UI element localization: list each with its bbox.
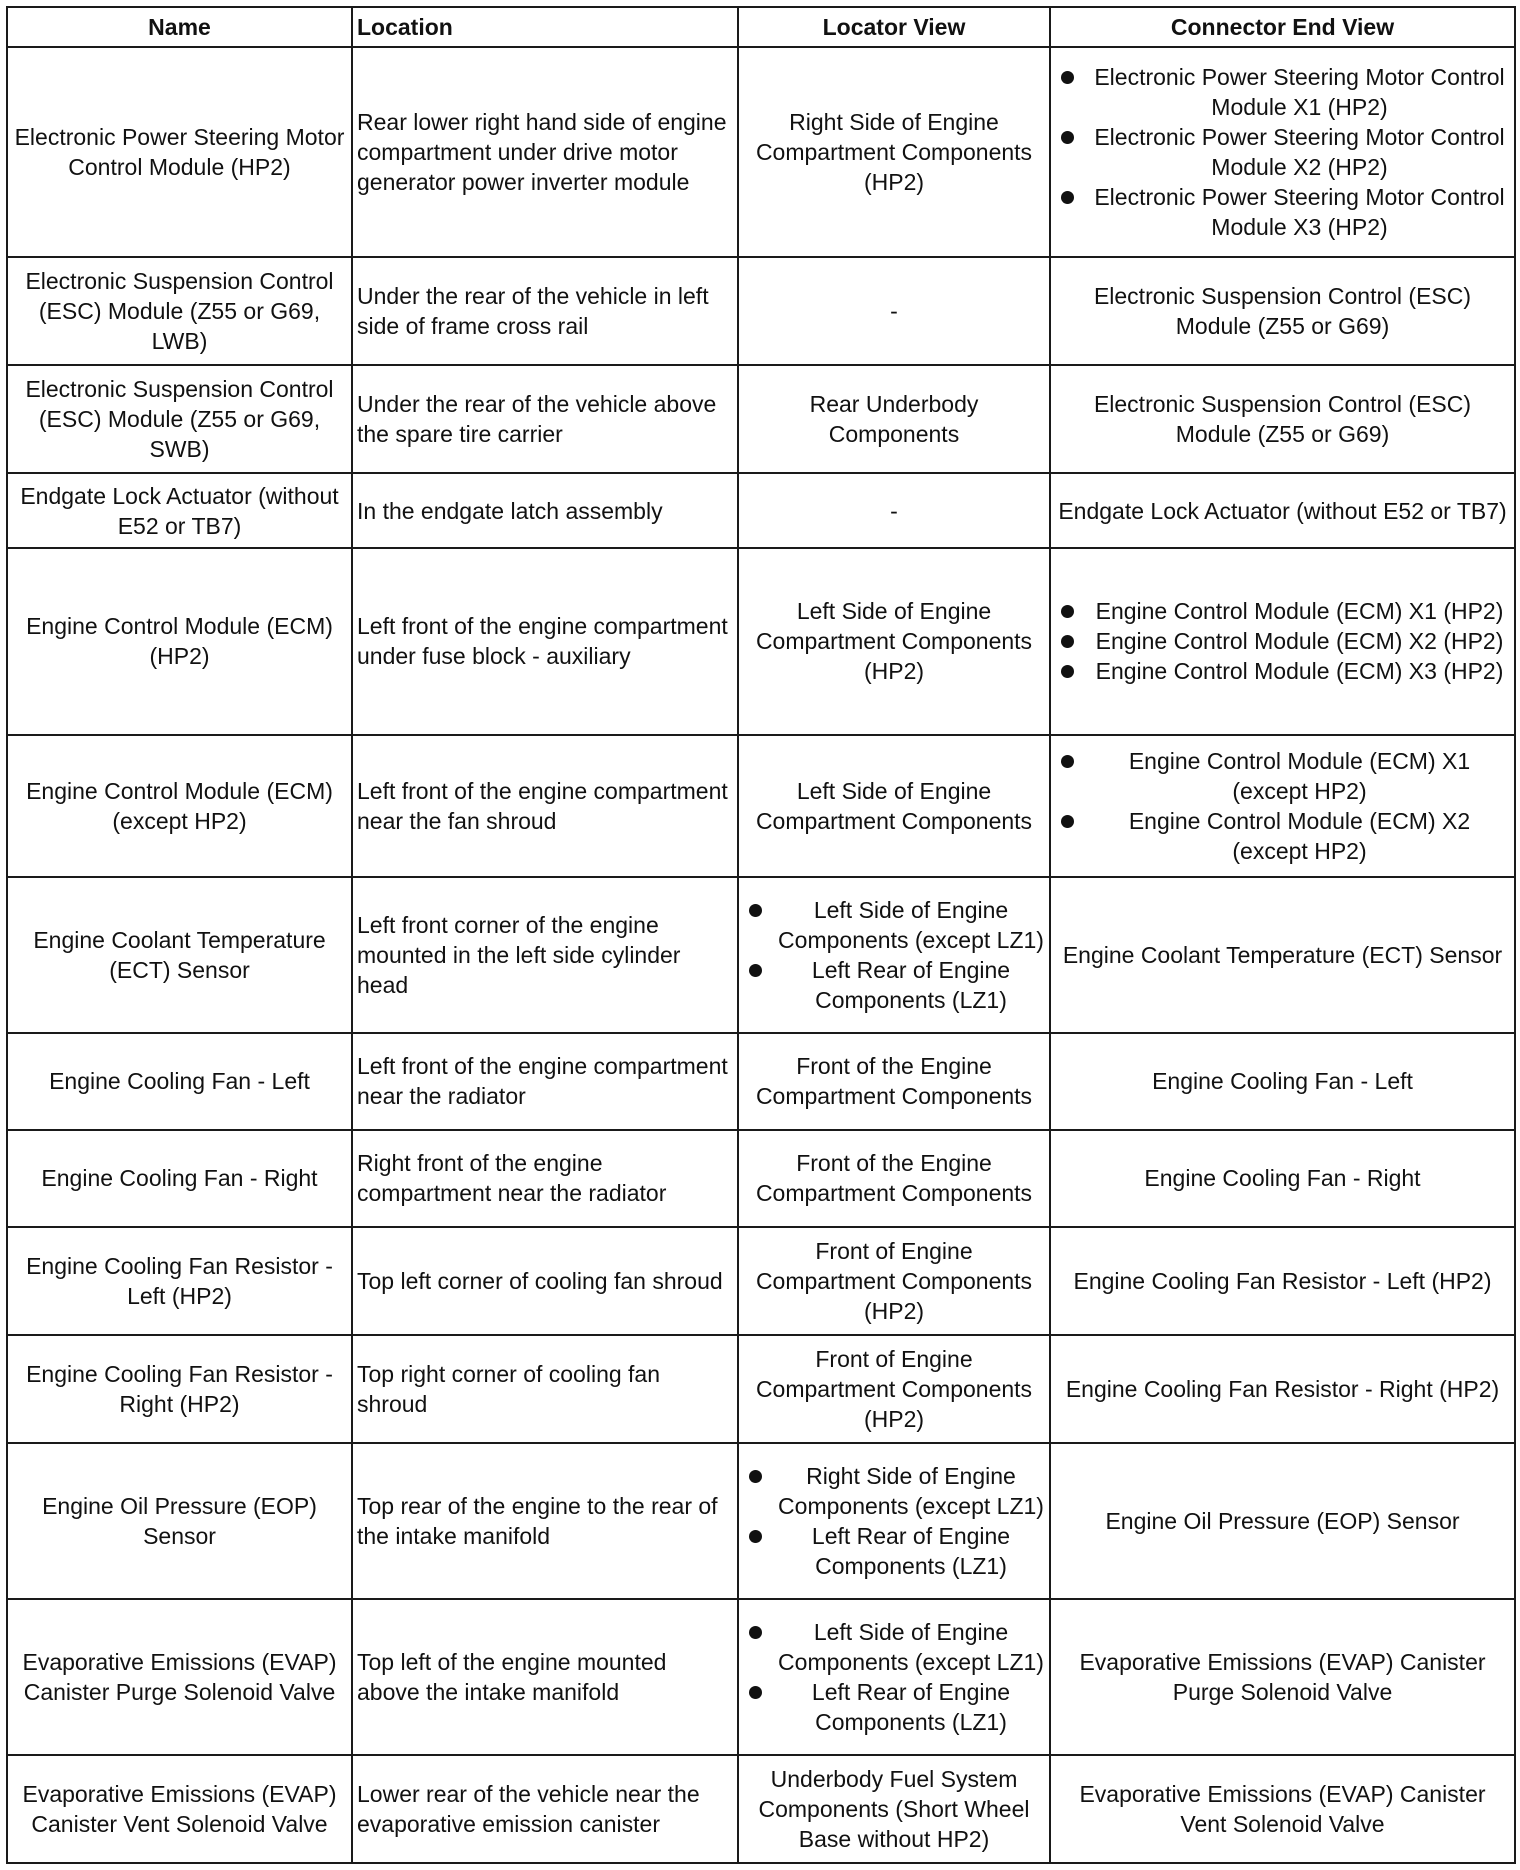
cell-location: Lower rear of the vehicle near the evaporative emission canister: [352, 1755, 738, 1863]
table-row: [7, 1130, 1515, 1227]
table-row: [7, 365, 1515, 473]
cell-connector-end-view: [1050, 548, 1515, 735]
cell-locator-view: -: [738, 473, 1050, 547]
cell-location: Left front of the engine compartment near the fan shroud: [352, 735, 738, 877]
connector-bullet-item: [1055, 746, 1510, 806]
bullet-icon: [1061, 131, 1074, 144]
cell-name: Evaporative Emissions (EVAP) Canister Purge Solenoid Valve: [7, 1599, 352, 1755]
cell-location: Right front of the engine compartment near the radiator: [352, 1130, 738, 1227]
table-row: [7, 1335, 1515, 1443]
connector-bullet-item: [1055, 182, 1510, 242]
connector-bullet-item: [1055, 626, 1510, 656]
bullet-icon: [749, 1626, 762, 1639]
connector-bullet-item: [1055, 656, 1510, 686]
cell-connector-end-view: Evaporative Emissions (EVAP) Canister Vent Solenoid Valve: [1050, 1755, 1515, 1863]
bullet-icon: [1061, 71, 1074, 84]
locator-bullet-item: [743, 955, 1045, 1015]
locator-bullet-text: Left Rear of Engine Components (LZ1): [811, 1523, 1011, 1580]
cell-locator-view: -: [738, 257, 1050, 365]
cell-name: Engine Cooling Fan Resistor - Right (HP2): [7, 1335, 352, 1443]
bullet-icon: [1061, 635, 1074, 648]
cell-locator-view: [738, 877, 1050, 1033]
connector-bullet-list: [1055, 746, 1510, 866]
cell-location: Under the rear of the vehicle in left side of frame cross rail: [352, 257, 738, 365]
cell-connector-end-view: [1050, 735, 1515, 877]
locator-bullet-list: [743, 895, 1045, 1015]
locator-bullet-list: [743, 1617, 1045, 1737]
bullet-icon: [1061, 191, 1074, 204]
cell-location: Left front of the engine compartment under fuse block - auxiliary: [352, 548, 738, 735]
cell-location: Top right corner of cooling fan shroud: [352, 1335, 738, 1443]
connector-bullet-text: Engine Control Module (ECM) X3 (HP2): [1095, 658, 1504, 685]
cell-location: Under the rear of the vehicle above the spare tire carrier: [352, 365, 738, 473]
connector-bullet-item: [1055, 596, 1510, 626]
header-name: Name: [7, 7, 352, 47]
header-connector-end-view: Connector End View: [1050, 7, 1515, 47]
cell-connector-end-view: Evaporative Emissions (EVAP) Canister Purge Solenoid Valve: [1050, 1599, 1515, 1755]
connector-bullet-text: Engine Control Module (ECM) X2 (HP2): [1095, 628, 1504, 655]
header-locator-view: Locator View: [738, 7, 1050, 47]
cell-name: Electronic Suspension Control (ESC) Module (Z55 or G69, LWB): [7, 257, 352, 365]
cell-name: Engine Coolant Temperature (ECT) Sensor: [7, 877, 352, 1033]
cell-name: Electronic Suspension Control (ESC) Module (Z55 or G69, SWB): [7, 365, 352, 473]
table-row: [7, 1443, 1515, 1599]
cell-name: Engine Control Module (ECM) (HP2): [7, 548, 352, 735]
cell-locator-view: [738, 1443, 1050, 1599]
cell-name: Evaporative Emissions (EVAP) Canister Vent Solenoid Valve: [7, 1755, 352, 1863]
cell-connector-end-view: Engine Coolant Temperature (ECT) Sensor: [1050, 877, 1515, 1033]
connector-bullet-text: Electronic Power Steering Motor Control Module X2 (HP2): [1094, 123, 1505, 180]
bullet-icon: [1061, 755, 1074, 768]
header-row: [7, 7, 1515, 47]
cell-connector-end-view: Engine Cooling Fan Resistor - Left (HP2): [1050, 1227, 1515, 1335]
locator-bullet-item: [743, 1521, 1045, 1581]
connector-bullet-list: [1055, 62, 1510, 242]
connector-bullet-text: Electronic Power Steering Motor Control Module X1 (HP2): [1094, 63, 1505, 120]
bullet-icon: [1061, 815, 1074, 828]
cell-name: Engine Control Module (ECM) (except HP2): [7, 735, 352, 877]
locator-bullet-text: Left Side of Engine Components (except LZ1): [778, 1618, 1044, 1675]
cell-locator-view: Front of the Engine Compartment Components: [738, 1130, 1050, 1227]
cell-connector-end-view: Engine Oil Pressure (EOP) Sensor: [1050, 1443, 1515, 1599]
cell-name: Endgate Lock Actuator (without E52 or TB7): [7, 473, 352, 547]
table-row: [7, 1227, 1515, 1335]
table-row: [7, 1599, 1515, 1755]
cell-location: In the endgate latch assembly: [352, 473, 738, 547]
cell-connector-end-view: Engine Cooling Fan - Left: [1050, 1033, 1515, 1130]
cell-connector-end-view: Endgate Lock Actuator (without E52 or TB7): [1050, 473, 1515, 547]
locator-bullet-item: [743, 1677, 1045, 1737]
locator-bullet-item: [743, 1617, 1045, 1677]
table-row: [7, 735, 1515, 877]
cell-connector-end-view: Engine Cooling Fan - Right: [1050, 1130, 1515, 1227]
bullet-icon: [1061, 665, 1074, 678]
table-row: [7, 548, 1515, 735]
table-row: [7, 1033, 1515, 1130]
cell-locator-view: [738, 1599, 1050, 1755]
cell-location: Top left corner of cooling fan shroud: [352, 1227, 738, 1335]
locator-bullet-list: [743, 1461, 1045, 1581]
cell-connector-end-view: Engine Cooling Fan Resistor - Right (HP2): [1050, 1335, 1515, 1443]
table-row: [7, 1755, 1515, 1863]
bullet-icon: [749, 1530, 762, 1543]
bullet-icon: [749, 1470, 762, 1483]
locator-bullet-item: [743, 895, 1045, 955]
connector-bullet-text: Engine Control Module (ECM) X1 (except HP2): [1128, 748, 1471, 805]
table-body: [7, 47, 1515, 1863]
cell-locator-view: Underbody Fuel System Components (Short Wheel Base without HP2): [738, 1755, 1050, 1863]
cell-locator-view: Right Side of Engine Compartment Components (HP2): [738, 47, 1050, 257]
cell-location: Left front of the engine compartment near the radiator: [352, 1033, 738, 1130]
cell-location: Top left of the engine mounted above the intake manifold: [352, 1599, 738, 1755]
bullet-icon: [1061, 605, 1074, 618]
cell-locator-view: Rear Underbody Components: [738, 365, 1050, 473]
cell-name: Engine Oil Pressure (EOP) Sensor: [7, 1443, 352, 1599]
locator-bullet-text: Left Rear of Engine Components (LZ1): [811, 1678, 1011, 1735]
cell-locator-view: Front of the Engine Compartment Components: [738, 1033, 1050, 1130]
table-row: [7, 257, 1515, 365]
component-locator-table: [6, 6, 1516, 1864]
cell-locator-view: Left Side of Engine Compartment Components: [738, 735, 1050, 877]
cell-name: Engine Cooling Fan - Right: [7, 1130, 352, 1227]
table-row: [7, 47, 1515, 257]
cell-name: Engine Cooling Fan - Left: [7, 1033, 352, 1130]
cell-locator-view: Front of Engine Compartment Components (HP2): [738, 1227, 1050, 1335]
header-location: Location: [352, 7, 738, 47]
bullet-icon: [749, 964, 762, 977]
locator-bullet-text: Left Side of Engine Components (except LZ1): [778, 896, 1044, 953]
locator-bullet-text: Left Rear of Engine Components (LZ1): [811, 956, 1011, 1013]
cell-location: Left front corner of the engine mounted in the left side cylinder head: [352, 877, 738, 1033]
bullet-icon: [749, 1686, 762, 1699]
table-row: [7, 877, 1515, 1033]
cell-name: Engine Cooling Fan Resistor - Left (HP2): [7, 1227, 352, 1335]
connector-bullet-item: [1055, 122, 1510, 182]
connector-bullet-item: [1055, 62, 1510, 122]
bullet-icon: [749, 904, 762, 917]
cell-name: Electronic Power Steering Motor Control Module (HP2): [7, 47, 352, 257]
locator-bullet-item: [743, 1461, 1045, 1521]
connector-bullet-item: [1055, 806, 1510, 866]
cell-locator-view: Front of Engine Compartment Components (HP2): [738, 1335, 1050, 1443]
cell-locator-view: Left Side of Engine Compartment Components (HP2): [738, 548, 1050, 735]
connector-bullet-list: [1055, 596, 1510, 686]
cell-connector-end-view: Electronic Suspension Control (ESC) Module (Z55 or G69): [1050, 365, 1515, 473]
cell-connector-end-view: [1050, 47, 1515, 257]
table-row: [7, 473, 1515, 547]
connector-bullet-text: Engine Control Module (ECM) X2 (except HP2): [1128, 808, 1471, 865]
connector-bullet-text: Electronic Power Steering Motor Control Module X3 (HP2): [1094, 183, 1505, 240]
cell-location: Rear lower right hand side of engine compartment under drive motor generator power inverter module: [352, 47, 738, 257]
locator-bullet-text: Right Side of Engine Components (except LZ1): [778, 1463, 1044, 1520]
cell-location: Top rear of the engine to the rear of the intake manifold: [352, 1443, 738, 1599]
cell-connector-end-view: Electronic Suspension Control (ESC) Module (Z55 or G69): [1050, 257, 1515, 365]
connector-bullet-text: Engine Control Module (ECM) X1 (HP2): [1095, 598, 1504, 625]
